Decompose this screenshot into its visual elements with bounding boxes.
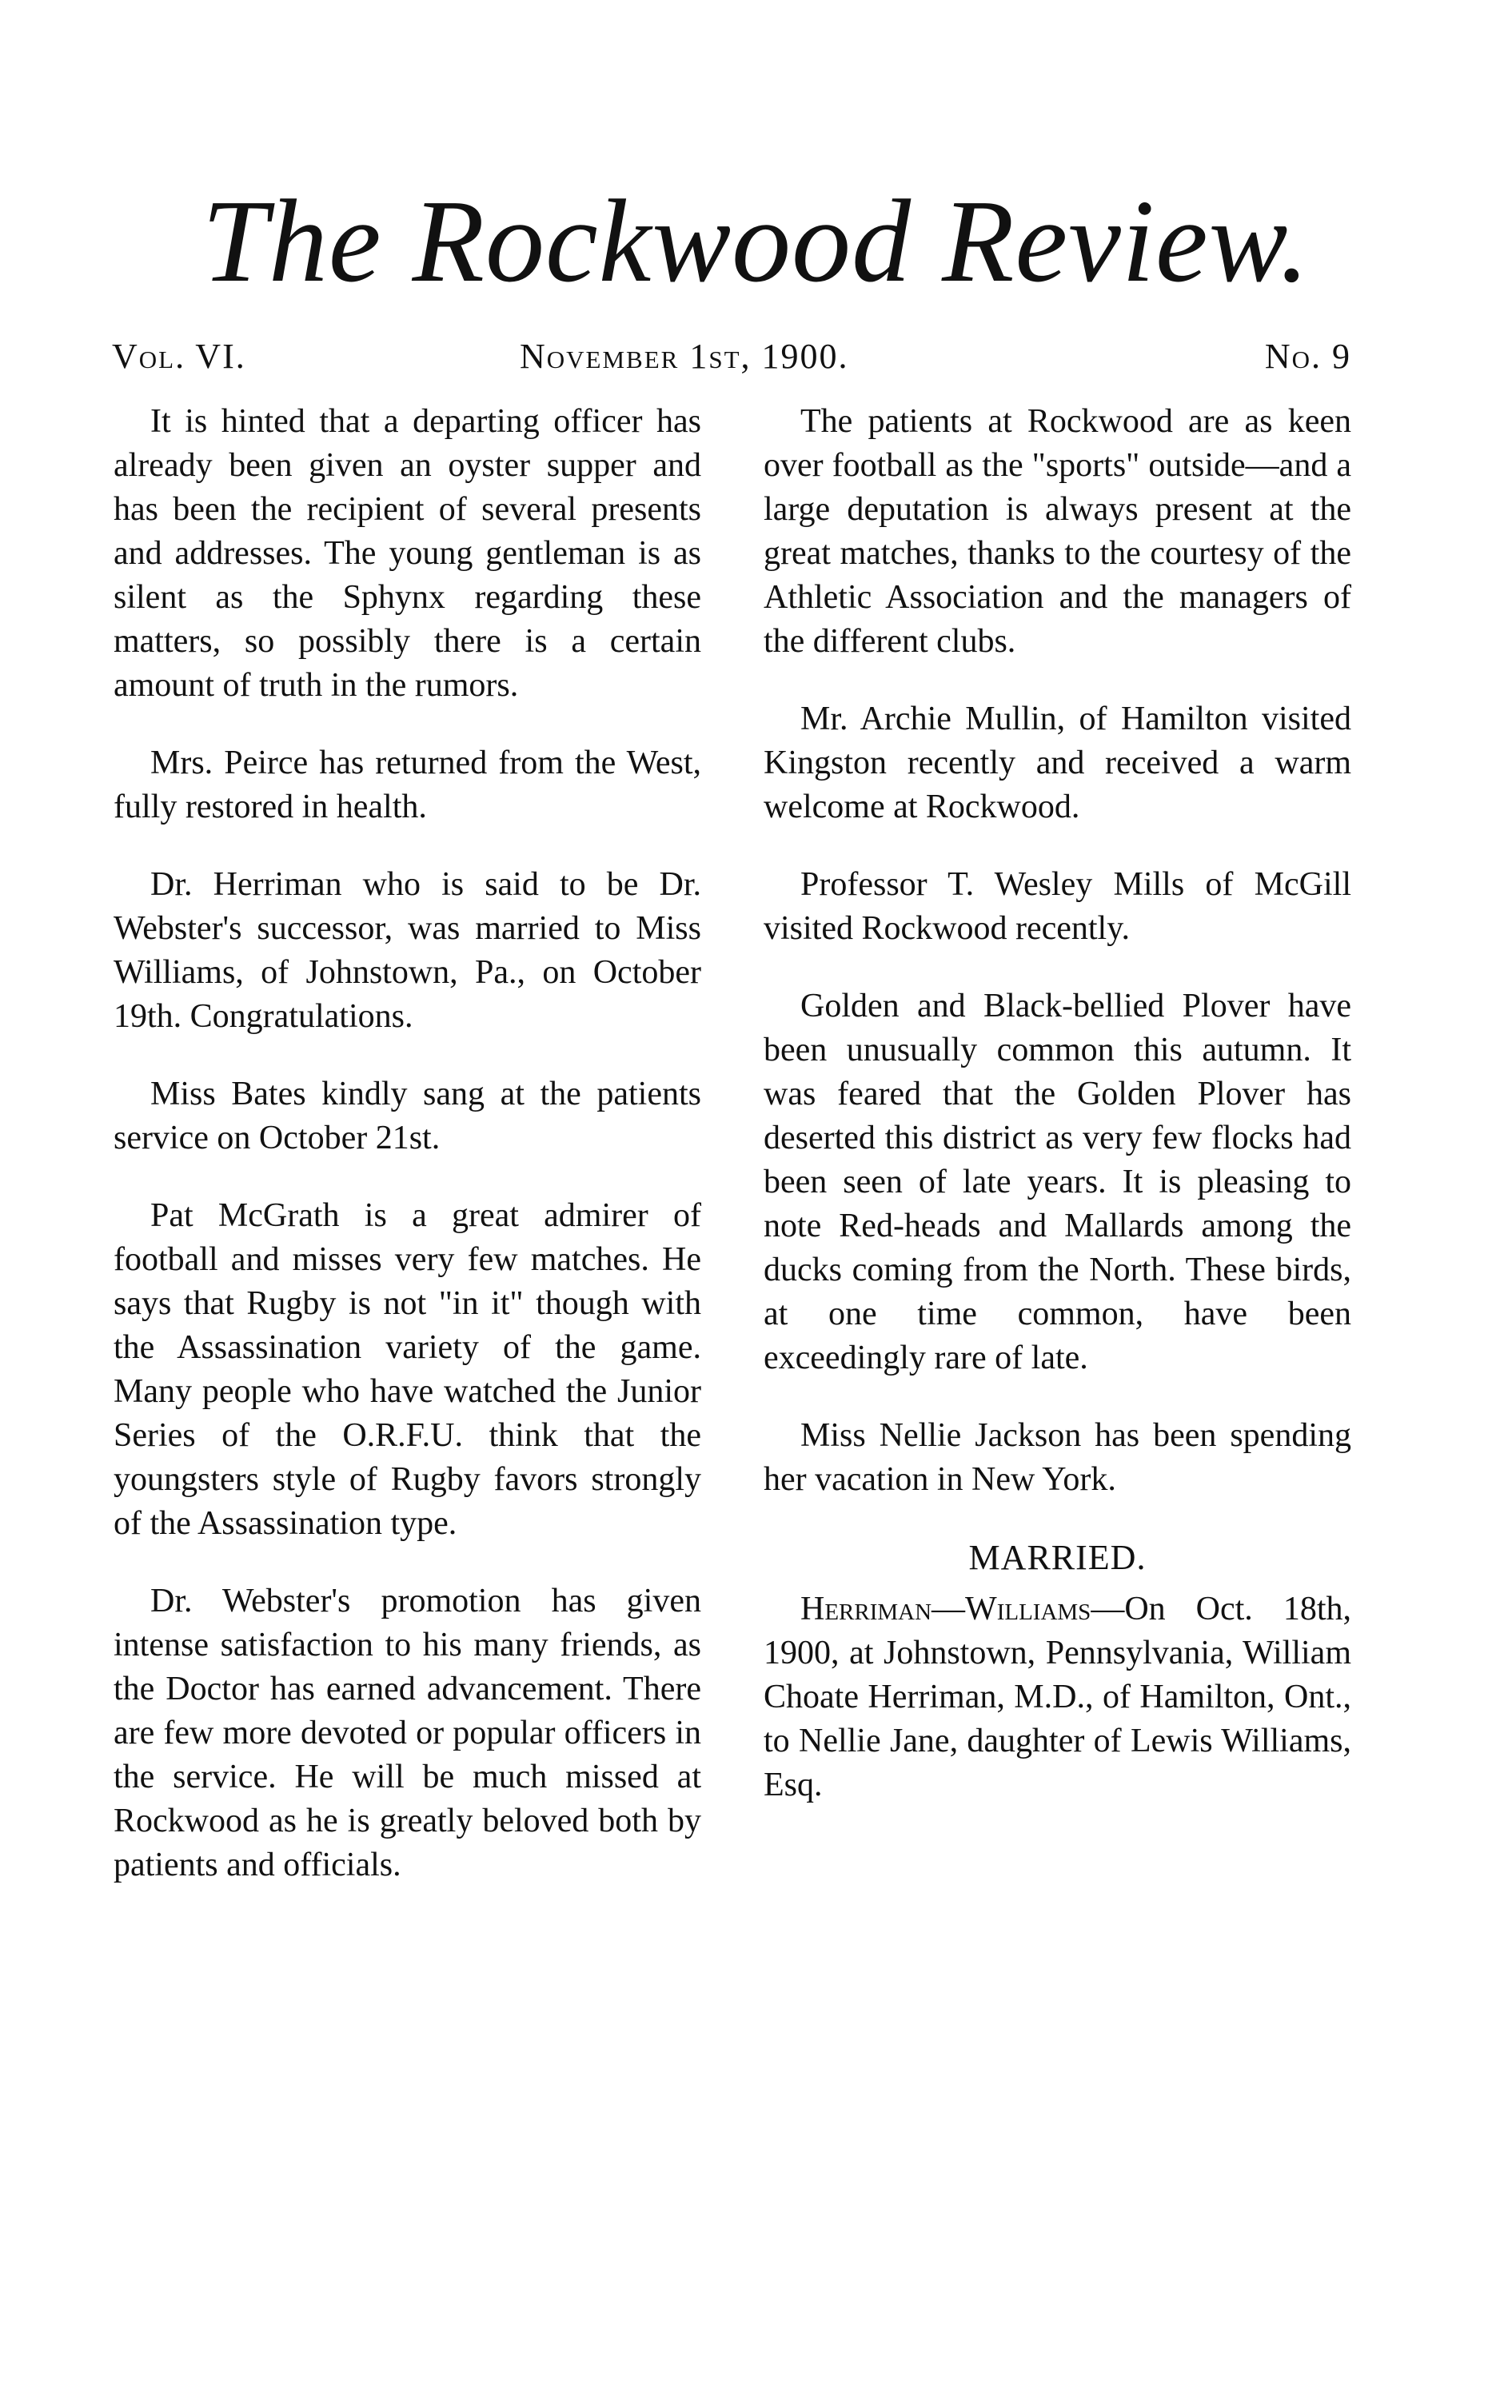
paragraph-archie-mullin: Mr. Archie Mullin, of Hamilton visited Kingston recently and received a warm welcome at Rockwood.: [764, 701, 1351, 825]
paragraph-nellie-jackson: Miss Nellie Jackson has been spending her vacation in New York.: [764, 1417, 1351, 1498]
issue-line: [112, 336, 1351, 384]
married-heading: MARRIED.: [968, 1538, 1147, 1577]
right-column: [764, 400, 1351, 1841]
paragraph-professor-mills: Professor T. Wesley Mills of McGill visited Rockwood recently.: [764, 866, 1351, 947]
married-names: Herriman—Williams: [800, 1591, 1091, 1627]
married-notice: [764, 1587, 1351, 1807]
issue-number: No. 9: [1264, 337, 1351, 376]
masthead-title: The Rockwood Review.: [201, 176, 1311, 307]
volume-label: Vol. VI.: [112, 337, 246, 376]
issue-date: November 1st, 1900.: [520, 337, 849, 376]
paragraph-pat-mcgrath: Pat McGrath is a great admirer of football and misses very few matches. He says that Rugby is not "in it" though with the Assassination variety of the game. Many people who have watched the Junior Series of the O.R.F.U. think that the youngsters style of Rugby favors strongly of the Assassination type.: [114, 1197, 701, 1542]
paragraph-departing-officer: It is hinted that a departing officer has already been given an oyster supper and has been the recipient of several presents and addresses. The young gentleman is as silent as the Sphynx regarding these matters, so possibly there is a certain amount of truth in the rumors.: [114, 403, 701, 704]
left-column: [114, 400, 701, 1921]
married-text: —On Oct. 18th, 1900, at Johnstown, Pennsylvania, William Choate Herriman, M.D., of Hamilton, Ont., to Nellie Jane, daughter of Lewis Williams, Esq.: [764, 1591, 1351, 1803]
paragraph-plover: Golden and Black-bellied Plover have been unusually common this autumn. It was feared that the Golden Plover has deserted this district as very few flocks had been seen of late years. It is pleasing to note Red-heads and Mallards among the ducks coming from the North. These birds, at one time common, have been exceedingly rare of late.: [764, 988, 1351, 1376]
paragraph-dr-webster: Dr. Webster's promotion has given intense satisfaction to his many friends, as the Doctor has earned advancement. There are few more devoted or popular officers in the service. He will be much missed at Rockwood as he is greatly beloved both by patients and officials.: [114, 1583, 701, 1883]
paragraph-mrs-peirce: Mrs. Peirce has returned from the West, fully restored in health.: [114, 745, 701, 825]
paragraph-dr-herriman: Dr. Herriman who is said to be Dr. Webster's successor, was married to Miss Williams, of Johnstown, Pa., on October 19th. Congratulations.: [114, 866, 701, 1035]
paragraph-miss-bates: Miss Bates kindly sang at the patients service on October 21st.: [114, 1076, 701, 1156]
paragraph-football-patients: The patients at Rockwood are as keen over football as the "sports" outside—and a large deputation is always present at the great matches, thanks to the courtesy of the Athletic Association and the managers of the different clubs.: [764, 403, 1351, 660]
